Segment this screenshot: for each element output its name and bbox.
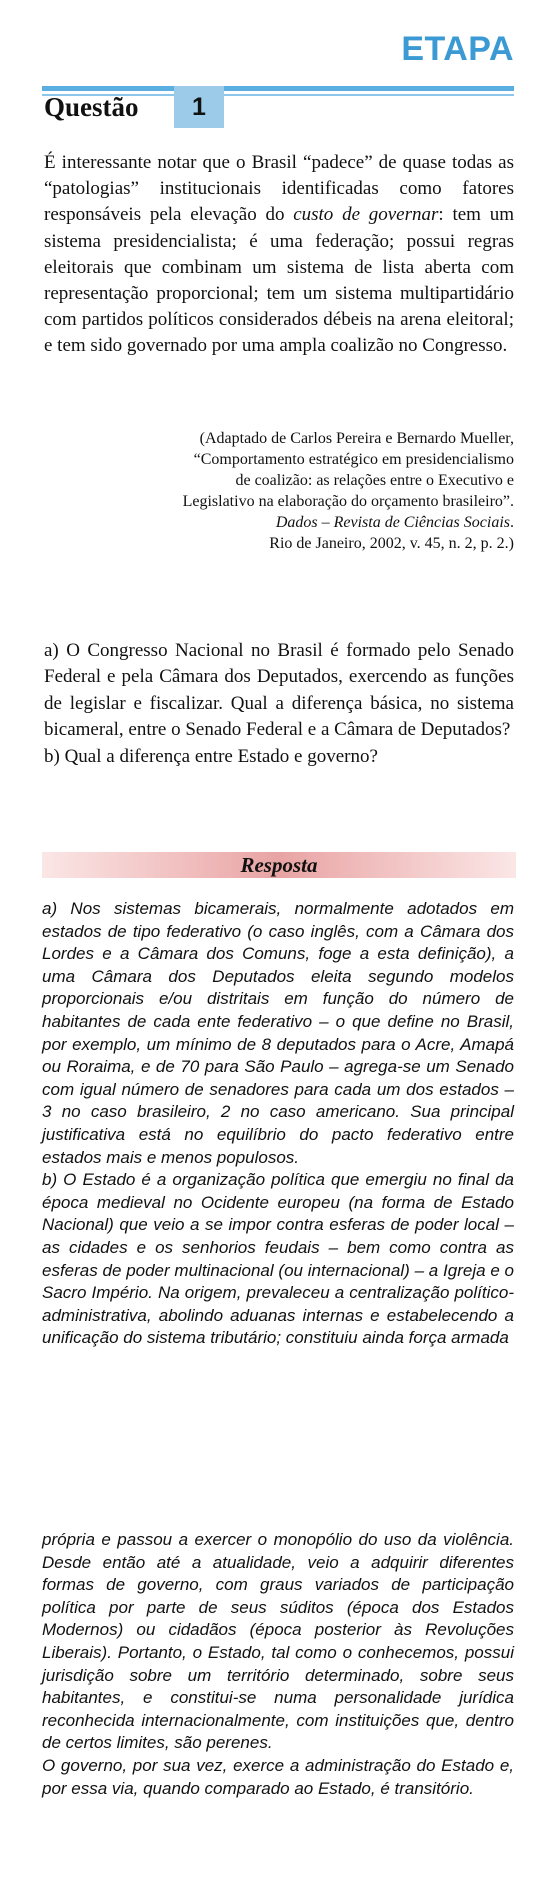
header-rule <box>42 86 514 91</box>
citation-line: (Adaptado de Carlos Pereira e Bernardo Mueller, <box>199 430 514 447</box>
answer-b-continued: própria e passou a exercer o monopólio do uso da violência. Desde então até a atualidade, veio a adquirir diferentes formas de governo, com graus variados de participação política por parte de seus súditos (época dos Estados Modernos) ou cidadãos (época posterior às Revoluções Liberais). Portanto, o Estado, tal como o conhecemos, possui jurisdição sobre um território determinado, sobre seus habitantes, e constitui-se numa personalidade jurídica reconhecida internacionalmente, com instituições que, dentro de certos limites, são perenes. <box>42 1530 514 1753</box>
citation <box>40 428 514 554</box>
citation-line: Rio de Janeiro, 2002, v. 45, n. 2, p. 2.) <box>269 535 514 552</box>
question-a: a) O Congresso Nacional no Brasil é formado pelo Senado Federal e pela Câmara dos Deputados, exercendo as funções de legislar e fiscalizar. Qual a diferença básica, no sistema bicameral, entre o Senado Federal e a Câmara de Deputados? <box>44 640 514 741</box>
brand-logo: ETAPA <box>401 30 514 68</box>
question-label: Questão <box>44 92 139 122</box>
passage-emphasis: custo de governar <box>293 204 439 226</box>
citation-line: Legislativo na elaboração do orçamento brasileiro”. <box>182 493 514 510</box>
passage-text-end: : tem um sistema presidencialista; é uma federação; possui regras eleitorais que combinam um sistema de lista aberta com representação proporcional; tem um sistema multipartidário com partidos políticos considerados débeis na arena eleitoral; e tem sido governado por uma ampla coalizão no Congresso. <box>44 204 514 357</box>
citation-line: de coalizão: as relações entre o Executivo e <box>235 472 514 489</box>
citation-journal-line <box>40 512 514 533</box>
passage-paragraph <box>44 150 514 360</box>
answer-heading: Resposta <box>240 853 318 877</box>
question-number-badge: 1 <box>174 86 224 128</box>
answer-b-start: b) O Estado é a organização política que emergiu no final da época medieval no Ocidente europeu (na forma de Estado Nacional) que veio a se impor contra esferas de poder local – as cidades e os senhorios feudais – bem como contra as esferas de poder multinacional (ou internacional) – a Igreja e o Sacro Império. Na origem, prevaleceu a centralização político-administrativa, abolindo aduanas internas e estabelecendo a unificação do sistema tributário; constituiu ainda força armada <box>42 1170 514 1348</box>
answer-block-2 <box>42 1529 514 1800</box>
citation-line: “Comportamento estratégico em presidencialismo <box>193 451 514 468</box>
passage <box>44 150 514 360</box>
answer-heading-bar <box>42 852 516 878</box>
question-b: b) Qual a diferença entre Estado e governo? <box>44 745 378 767</box>
citation-period: . <box>510 514 514 531</box>
question-items <box>44 638 514 770</box>
answer-a: a) Nos sistemas bicamerais, normalmente adotados em estados de tipo federativo (o caso inglês, com a Câmara dos Lordes e a Câmara dos Comuns, foge a esta definição), a uma Câmara dos Deputados eleita segundo modelos proporcionais e/ou distritais em função do número de habitantes de cada ente federativo – o que define no Brasil, por exemplo, um mínimo de 8 deputados para o Acre, Amapá ou Roraima, e de 70 para São Paulo – agrega-se um Senado com igual número de senadores para cada um dos estados – 3 no caso brasileiro, 2 no caso americano. Sua principal justificativa está no equilíbrio do pacto federativo entre estados mais e menos populosos. <box>42 899 514 1167</box>
passage-text-start: É interessante notar que o Brasil “padece” de quase todas as “patologias” institucionais identificadas como fatores responsáveis pela elevação do <box>44 152 514 226</box>
answer-block-1 <box>42 898 514 1350</box>
citation-journal: Dados – Revista de Ciências Sociais <box>275 514 510 531</box>
answer-b-end: O governo, por sua vez, exerce a administração do Estado e, por essa via, quando comparado ao Estado, é transitório. <box>42 1755 514 1798</box>
